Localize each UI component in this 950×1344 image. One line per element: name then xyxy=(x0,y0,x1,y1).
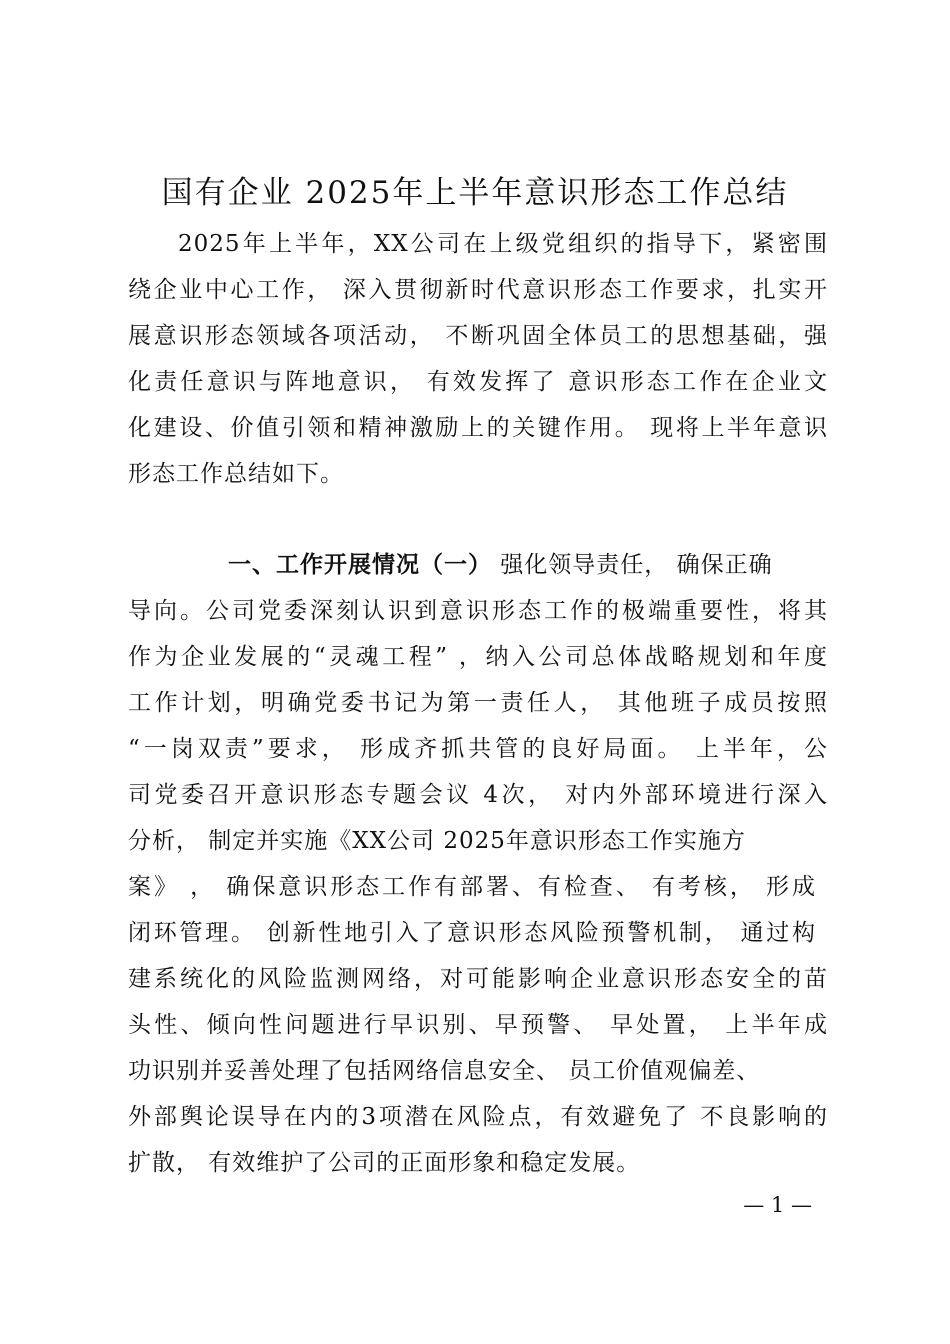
page-number: — 1 — xyxy=(743,1193,812,1217)
section-heading-line xyxy=(228,545,828,585)
section-heading: 一、工作开展情况（一） xyxy=(228,551,492,578)
section-line: 司党委召开意识形态专题会议 4次， 对内外部环境进行深入 xyxy=(128,782,828,808)
intro-line: 形态工作总结如下。 xyxy=(128,461,344,487)
section-line: 导向。公司党委深刻认识到意识形态工作的极端重要性，将其 xyxy=(128,598,828,624)
intro-line: 绕企业中心工作， 深入贯彻新时代意识形态工作要求，扎实开 xyxy=(128,277,828,303)
section-line: 建系统化的风险监测网络，对可能影响企业意识形态安全的苗 xyxy=(128,966,828,992)
section-line: 功识别并妥善处理了包括网络信息安全、 员工价值观偏差、 xyxy=(128,1058,761,1084)
section-line: 案》 ， 确保意识形态工作有部署、有检查、 有考核， 形成 xyxy=(128,874,816,900)
section-subheading: 强化领导责任， 确保正确 xyxy=(492,552,773,578)
intro-line: 展意识形态领域各项活动， 不断巩固全体员工的思想基础，强 xyxy=(128,323,828,349)
section-line: 闭环管理。 创新性地引入了意识形态风险预警机制， 通过构 xyxy=(128,920,816,946)
section-line: 扩散， 有效维护了公司的正面形象和稳定发展。 xyxy=(128,1150,641,1176)
intro-line: 化建设、价值引领和精神激励上的关键作用。 现将上半年意识 xyxy=(128,415,828,441)
document-title: 国有企业 2025年上半年意识形态工作总结 xyxy=(161,175,789,211)
section-line: 作为企业发展的“灵魂工程” ，纳入公司总体战略规划和年度 xyxy=(128,644,828,670)
section-line: 头性、倾向性问题进行早识别、早预警、 早处置， 上半年成 xyxy=(128,1012,828,1038)
section-line: 外部舆论误导在内的3项潜在风险点，有效避免了 不良影响的 xyxy=(128,1104,828,1130)
section-line: 工作计划，明确党委书记为第一责任人， 其他班子成员按照 xyxy=(128,690,828,716)
intro-line: 化责任意识与阵地意识， 有效发挥了 意识形态工作在企业文 xyxy=(128,369,828,395)
section-line: “一岗双责”要求， 形成齐抓共管的良好局面。 上半年，公 xyxy=(128,736,828,762)
section-line: 分析， 制定并实施《XX公司 2025年意识形态工作实施方 xyxy=(128,828,746,854)
intro-line: 2025年上半年，XX公司在上级党组织的指导下，紧密围 xyxy=(178,231,828,257)
